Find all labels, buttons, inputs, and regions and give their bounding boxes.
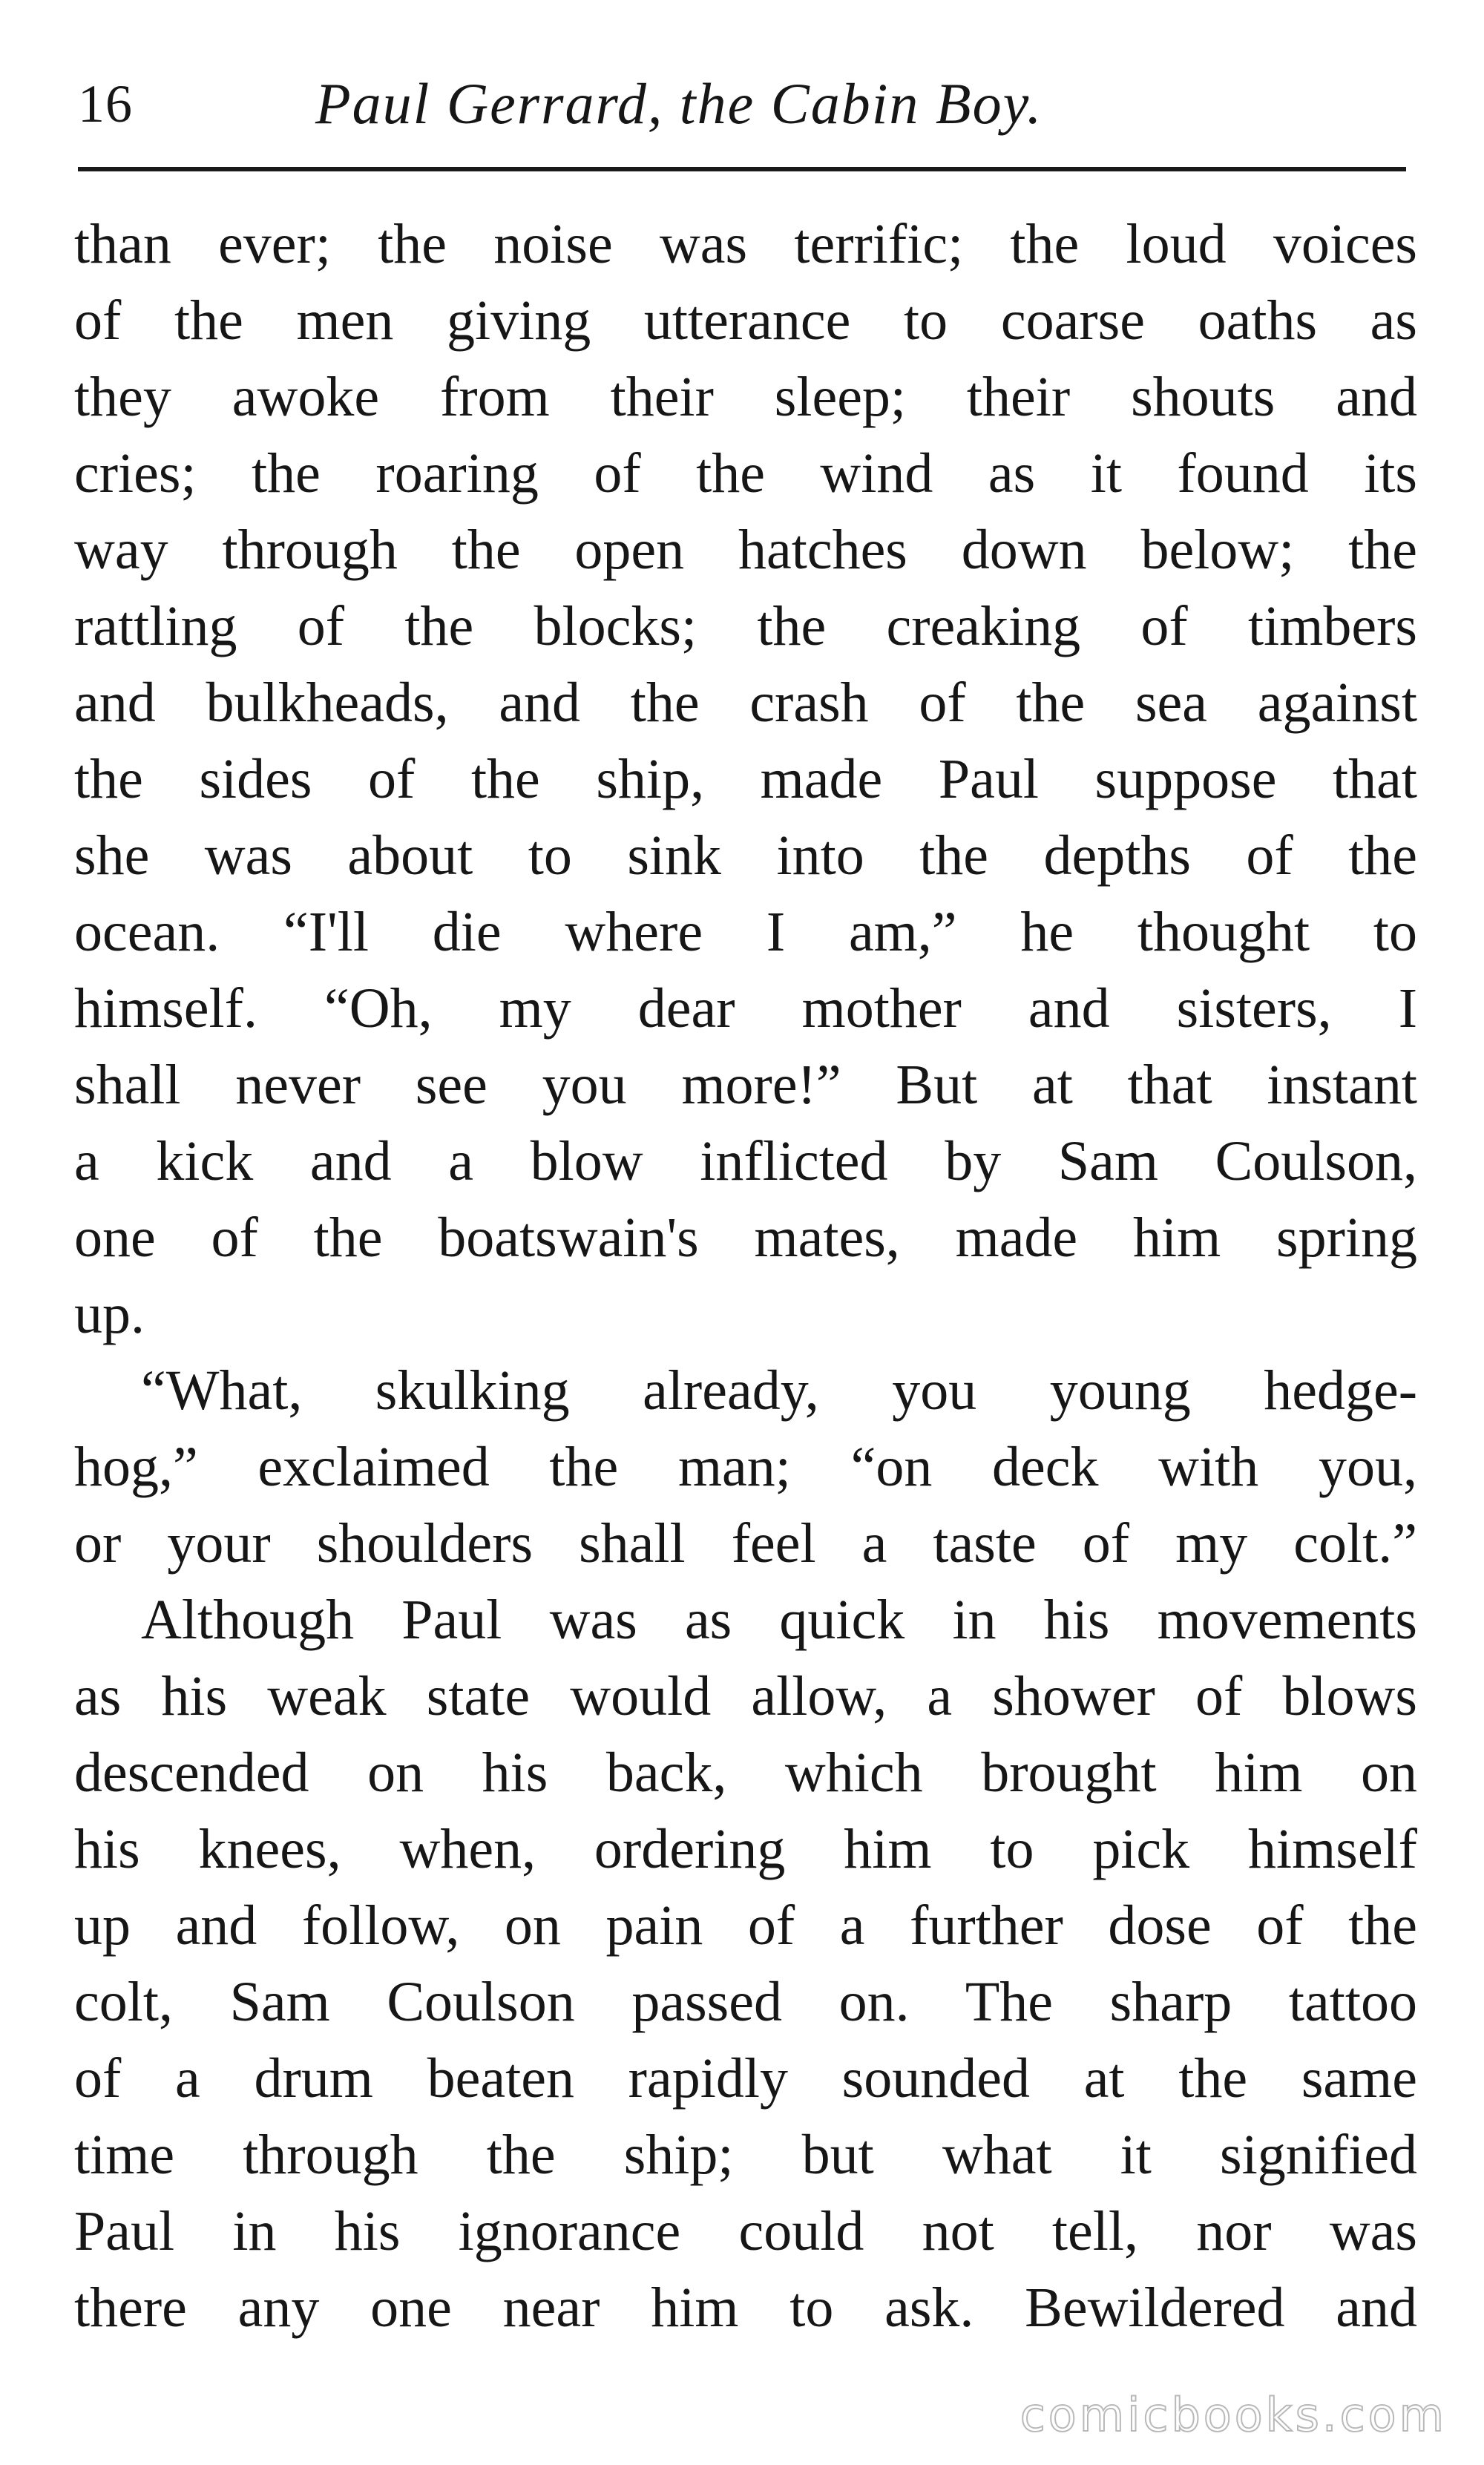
- page-number: 16: [78, 74, 133, 134]
- text-line: colt, Sam Coulson passed on. The sharp tattoo: [74, 1971, 1417, 2033]
- text-line: of a drum beaten rapidly sounded at the same: [74, 2047, 1417, 2110]
- watermark: comicbooks.com: [1020, 2388, 1447, 2442]
- text-line: one of the boatswain's mates, made him spring: [74, 1207, 1417, 1269]
- body-text: [74, 206, 1417, 2346]
- text-line: his knees, when, ordering him to pick himself: [74, 1818, 1417, 1880]
- text-line: Although Paul was as quick in his movements: [141, 1589, 1417, 1651]
- text-line: the sides of the ship, made Paul suppose that: [74, 748, 1417, 810]
- text-line: she was about to sink into the depths of the: [74, 824, 1417, 887]
- text-line: time through the ship; but what it signified: [74, 2124, 1417, 2186]
- text-line: up.: [74, 1283, 145, 1345]
- page-header: [78, 70, 1406, 137]
- text-line: shall never see you more!” But at that instant: [74, 1054, 1417, 1116]
- text-line: hog,” exclaimed the man; “on deck with you,: [74, 1436, 1417, 1498]
- text-line: a kick and a blow inflicted by Sam Coulson,: [74, 1130, 1417, 1192]
- text-line: and bulkheads, and the crash of the sea against: [74, 672, 1417, 734]
- text-line: “What, skulking already, you young hedge-: [141, 1359, 1417, 1422]
- text-line: way through the open hatches down below; the: [74, 519, 1417, 581]
- running-title: Paul Gerrard, the Cabin Boy.: [315, 71, 1043, 136]
- text-line: Paul in his ignorance could not tell, nor was: [74, 2200, 1417, 2262]
- text-line: than ever; the noise was terrific; the loud voices: [74, 213, 1417, 275]
- text-line: rattling of the blocks; the creaking of timbers: [74, 595, 1417, 657]
- text-line: ocean. “I'll die where I am,” he thought to: [74, 901, 1417, 963]
- text-line: himself. “Oh, my dear mother and sisters, I: [74, 977, 1417, 1040]
- text-line: or your shoulders shall feel a taste of my colt.”: [74, 1512, 1417, 1575]
- text-line: up and follow, on pain of a further dose of the: [74, 1894, 1417, 1957]
- text-line: they awoke from their sleep; their shouts and: [74, 366, 1417, 428]
- text-line: of the men giving utterance to coarse oaths as: [74, 289, 1417, 352]
- text-line: cries; the roaring of the wind as it found its: [74, 442, 1417, 505]
- text-line: descended on his back, which brought him on: [74, 1742, 1417, 1804]
- header-rule: [78, 167, 1406, 171]
- text-line: as his weak state would allow, a shower of blows: [74, 1665, 1417, 1727]
- text-line: there any one near him to ask. Bewildered and: [74, 2277, 1417, 2339]
